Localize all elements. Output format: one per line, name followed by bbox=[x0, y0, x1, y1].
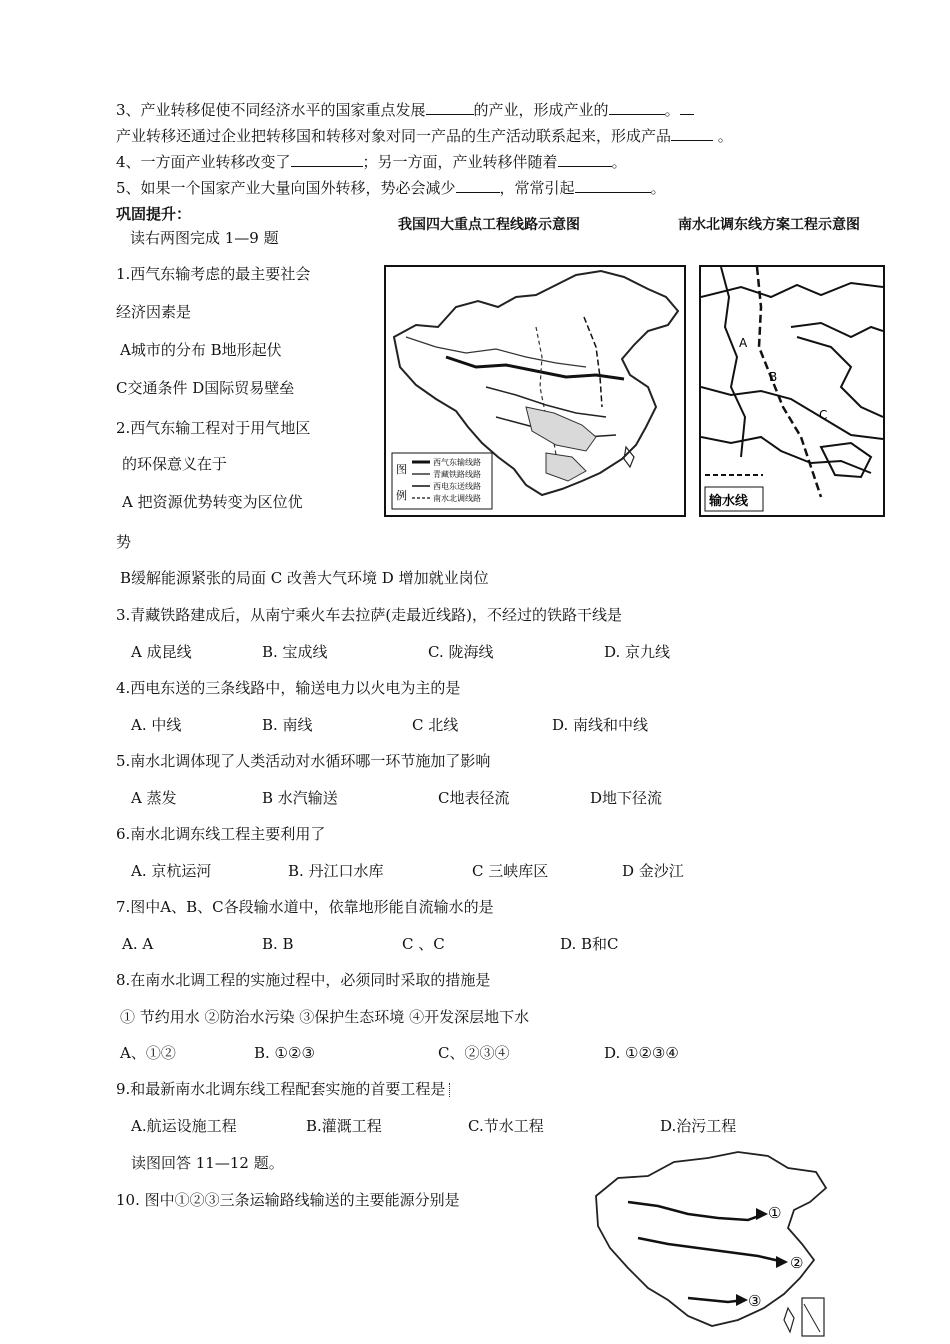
label-c: C bbox=[819, 408, 828, 422]
q2-option-a-cont: 势 bbox=[116, 533, 132, 551]
legend-power: 西电东送线路 bbox=[433, 482, 481, 491]
blank[interactable] bbox=[456, 178, 500, 193]
blank[interactable] bbox=[426, 100, 474, 115]
q9-opt-c[interactable]: C.节水工程 bbox=[468, 1117, 544, 1135]
q6-opt-c[interactable]: C 三峡库区 bbox=[472, 862, 549, 880]
q7-opt-c[interactable]: C 、C bbox=[402, 935, 445, 953]
q8-opt-b[interactable]: B. ①②③ bbox=[254, 1044, 315, 1062]
fill-line-3b: 产业转移还通过企业把转移国和转移对象对同一产品的生产活动联系起来，形成产品 。 bbox=[116, 127, 733, 145]
q9-text: 9.和最新南水北调东线工程配套实施的首要工程是 bbox=[116, 1079, 450, 1099]
section-title: 巩固提升： bbox=[116, 205, 192, 223]
blank[interactable] bbox=[291, 152, 363, 167]
q3-opt-b[interactable]: B. 宝成线 bbox=[262, 643, 328, 661]
q1-options-2: C交通条件 D国际贸易壁垒 bbox=[116, 379, 295, 397]
q4-opt-c[interactable]: C 北线 bbox=[412, 716, 459, 734]
fill-line-5: 5、如果一个国家产业大量向国外转移，势必会减少 ，常常引起 。 bbox=[116, 179, 666, 197]
q9-opt-d[interactable]: D.治污工程 bbox=[660, 1117, 737, 1135]
legend-label-tu: 图 bbox=[396, 463, 407, 476]
q5-text: 5.南水北调体现了人类活动对水循环哪一环节施加了影响 bbox=[116, 752, 491, 770]
legend-rail: 青藏铁路线路 bbox=[433, 470, 481, 479]
q10-text: 10. 图中①②③三条运输路线输送的主要能源分别是 bbox=[116, 1191, 460, 1209]
q1-options-1: A城市的分布 B地形起伏 bbox=[120, 341, 282, 359]
q3-opt-c[interactable]: C. 陇海线 bbox=[428, 643, 494, 661]
q4-text: 4.西电东送的三条线路中，输送电力以火电为主的是 bbox=[116, 679, 461, 697]
q3-text: 3.青藏铁路建成后，从南宁乘火车去拉萨(走最近线路)，不经过的铁路干线是 bbox=[116, 606, 623, 624]
blank[interactable] bbox=[575, 178, 651, 193]
q5-opt-c[interactable]: C地表径流 bbox=[438, 789, 510, 807]
read-instruction-2: 读图回答 11—12 题。 bbox=[131, 1154, 284, 1172]
q3-opt-d[interactable]: D. 京九线 bbox=[604, 643, 671, 661]
legend-water: 南水北调线路 bbox=[433, 494, 481, 503]
label-route-1: ① bbox=[768, 1204, 782, 1222]
q8-opt-c[interactable]: C、②③④ bbox=[438, 1044, 510, 1062]
q7-opt-d[interactable]: D. B和C bbox=[560, 935, 619, 953]
legend-gas: 西气东输线路 bbox=[433, 458, 481, 467]
q5-opt-d[interactable]: D地下径流 bbox=[590, 789, 663, 807]
q3-opt-a[interactable]: A 成昆线 bbox=[131, 643, 192, 661]
instruction: 读右两图完成 1—9 题 bbox=[130, 229, 279, 247]
q2-text-a: 2.西气东输工程对于用气地区 bbox=[116, 419, 311, 437]
q2-text-b: 的环保意义在于 bbox=[122, 455, 228, 473]
q2-options-bcd: B缓解能源紧张的局面 C 改善大气环境 D 增加就业岗位 bbox=[120, 569, 489, 587]
q8-statements: ① 节约用水 ②防治水污染 ③保护生态环境 ④开发深层地下水 bbox=[120, 1008, 530, 1026]
q5-opt-a[interactable]: A 蒸发 bbox=[131, 789, 177, 807]
map-east-route bbox=[699, 265, 885, 517]
map-four-projects bbox=[384, 265, 686, 517]
q6-opt-b[interactable]: B. 丹江口水库 bbox=[288, 862, 384, 880]
legend-water-line: 输水线 bbox=[709, 494, 749, 509]
q1-text-a: 1.西气东输考虑的最主要社会 bbox=[116, 265, 311, 283]
q4-opt-b[interactable]: B. 南线 bbox=[262, 716, 313, 734]
q7-text: 7.图中A、B、C各段输水道中，依靠地形能自流输水的是 bbox=[116, 898, 494, 916]
q8-text: 8.在南水北调工程的实施过程中，必须同时采取的措施是 bbox=[116, 971, 491, 989]
map-energy-lines bbox=[588, 1148, 832, 1338]
q4-opt-d[interactable]: D. 南线和中线 bbox=[552, 716, 649, 734]
label-a: A bbox=[739, 336, 748, 350]
q6-opt-a[interactable]: A. 京杭运河 bbox=[131, 862, 212, 880]
q7-opt-a[interactable]: A. A bbox=[122, 935, 154, 953]
blank[interactable] bbox=[558, 152, 612, 167]
legend-label-li: 例 bbox=[396, 489, 407, 502]
q6-opt-d[interactable]: D 金沙江 bbox=[622, 862, 684, 880]
q9-opt-b[interactable]: B.灌溉工程 bbox=[306, 1117, 382, 1135]
q1-text-b: 经济因素是 bbox=[116, 303, 192, 321]
q8-opt-d[interactable]: D. ①②③④ bbox=[604, 1044, 679, 1062]
q2-option-a: A 把资源优势转变为区位优 bbox=[122, 493, 303, 511]
label-route-3: ③ bbox=[748, 1292, 762, 1310]
label-b: B bbox=[769, 370, 778, 384]
q6-text: 6.南水北调东线工程主要利用了 bbox=[116, 825, 326, 843]
blank[interactable] bbox=[671, 126, 713, 141]
q4-opt-a[interactable]: A. 中线 bbox=[131, 716, 182, 734]
label-route-2: ② bbox=[790, 1254, 804, 1272]
q5-opt-b[interactable]: B 水汽输送 bbox=[262, 789, 338, 807]
fill-line-4: 4、一方面产业转移改变了 ；另一方面，产业转移伴随着 。 bbox=[116, 153, 627, 171]
fill-line-3a: 3、产业转移促使不同经济水平的国家重点发展 的产业，形成产业的 。 bbox=[116, 100, 694, 120]
q7-opt-b[interactable]: B. B bbox=[262, 935, 294, 953]
map2-title: 南水北调东线方案工程示意图 bbox=[678, 217, 860, 233]
map1-title: 我国四大重点工程线路示意图 bbox=[398, 217, 580, 233]
q8-opt-a[interactable]: A、①② bbox=[120, 1044, 176, 1062]
blank[interactable] bbox=[609, 100, 665, 115]
q9-opt-a[interactable]: A.航运设施工程 bbox=[131, 1117, 237, 1135]
